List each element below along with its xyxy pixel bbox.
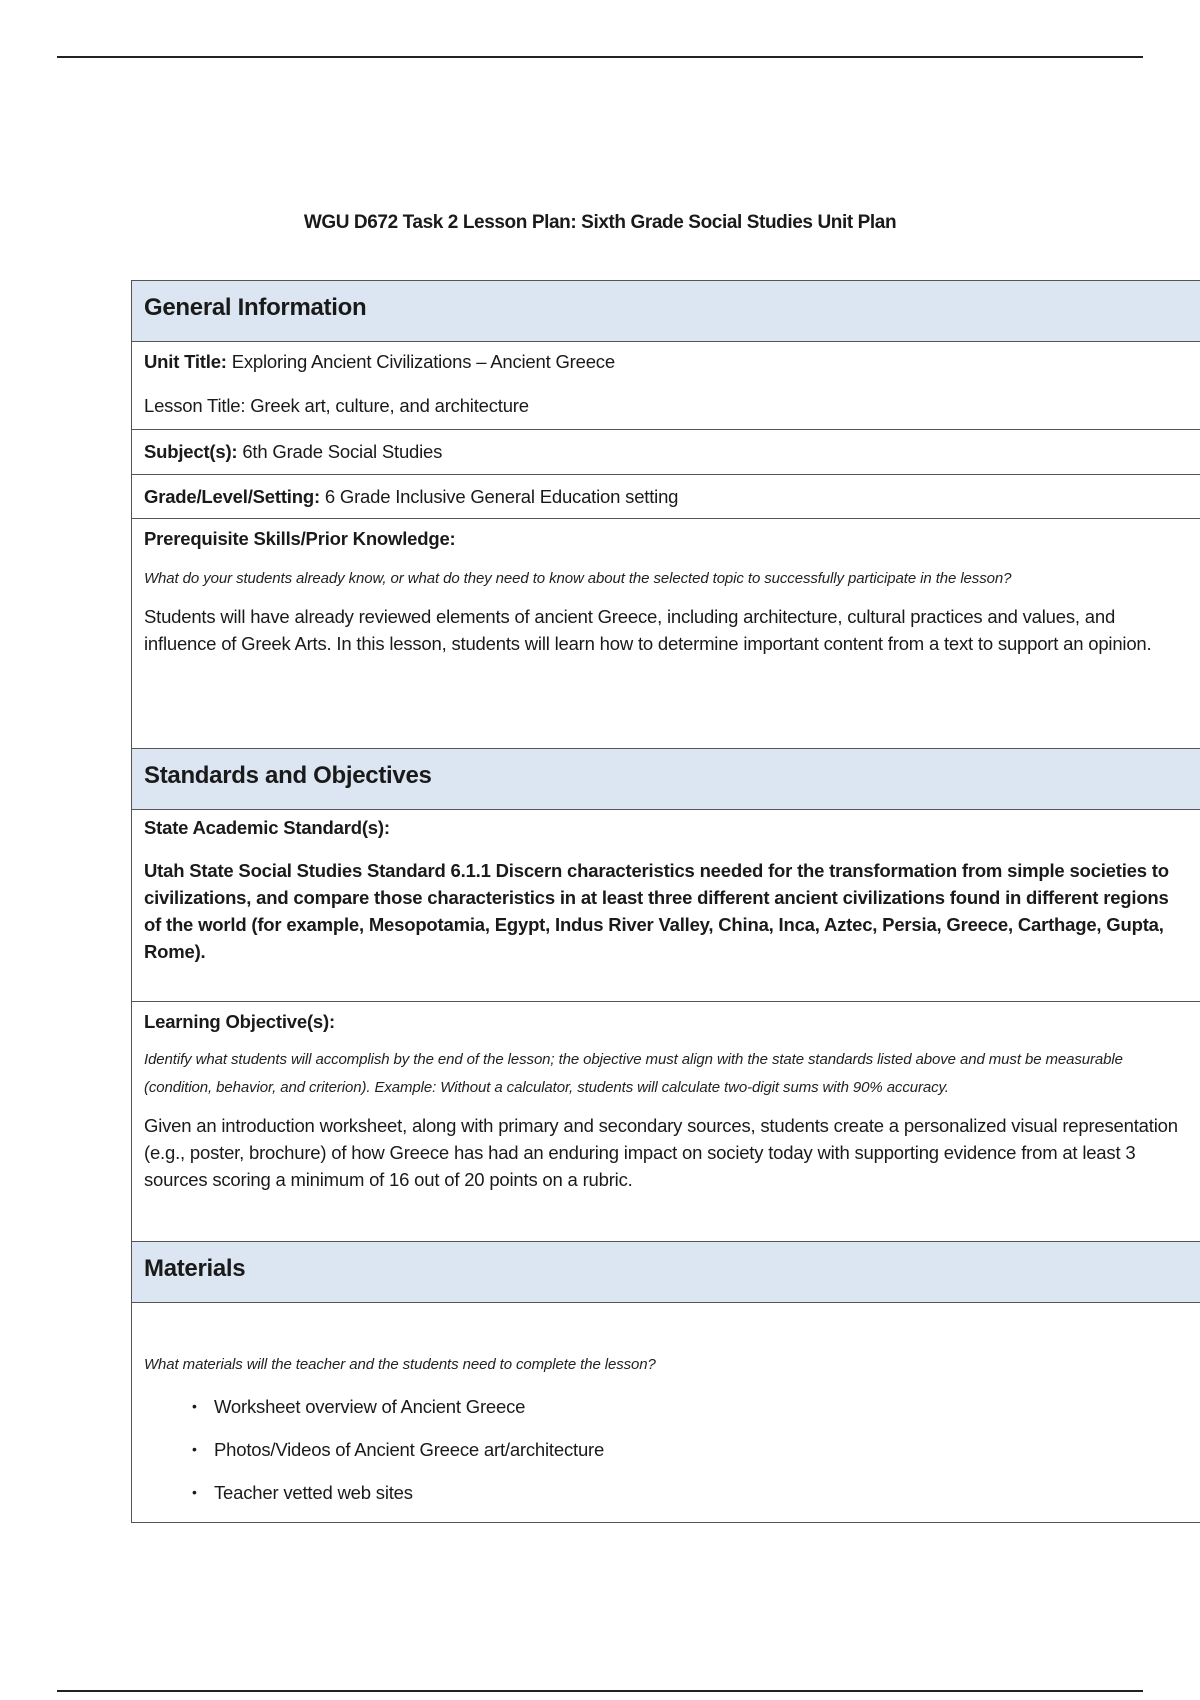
prerequisite-label: Prerequisite Skills/Prior Knowledge: <box>144 528 456 549</box>
grade-value: 6 Grade Inclusive General Education setting <box>324 486 679 507</box>
subjects-value: 6th Grade Social Studies <box>242 441 443 462</box>
bullet-icon: • <box>192 1398 197 1414</box>
list-item: • Photos/Videos of Ancient Greece art/architecture <box>144 1428 1186 1471</box>
top-rule <box>57 56 1143 58</box>
materials-row <box>132 1303 1200 1522</box>
learning-objectives-label: Learning Objective(s): <box>144 1011 335 1032</box>
prerequisite-row <box>132 519 1200 749</box>
unit-title-value: Exploring Ancient Civilizations – Ancient Greece <box>231 351 615 372</box>
learning-objectives-row <box>132 1002 1200 1242</box>
bottom-rule <box>57 1690 1143 1692</box>
state-standards-label: State Academic Standard(s): <box>144 817 390 838</box>
lesson-plan-table <box>131 280 1200 1523</box>
subjects-label: Subject(s): <box>144 441 238 462</box>
subjects-row <box>132 430 1200 475</box>
grade-row <box>132 475 1200 519</box>
bullet-icon: • <box>192 1441 197 1457</box>
document-title: WGU D672 Task 2 Lesson Plan: Sixth Grade Social Studies Unit Plan <box>303 212 897 233</box>
unit-title-row <box>132 342 1200 430</box>
learning-objectives-prompt: Identify what students will accomplish by the end of the lesson; the objective must align with the state standards listed above and must be measurable (condition, behavior, and criterion). Example: Without a calculator, students will calculate two-digit sums with 90% accuracy. <box>144 1051 1123 1096</box>
prerequisite-prompt: What do your students already know, or what do they need to know about the selected topic to successfully participate in the lesson? <box>144 570 1012 587</box>
materials-header: Materials <box>132 1242 1200 1303</box>
lesson-title: Lesson Title: Greek art, culture, and architecture <box>144 395 529 416</box>
prerequisite-text: Students will have already reviewed elements of ancient Greece, including architecture, cultural practices and values, and influence of Greek Arts. In this lesson, students will learn how to determine important content from a text to support an opinion. <box>144 606 1152 654</box>
general-information-header: General Information <box>132 281 1200 342</box>
grade-label: Grade/Level/Setting: <box>144 486 320 507</box>
unit-title-label: Unit Title: <box>144 351 227 372</box>
list-item: • Worksheet overview of Ancient Greece <box>144 1385 1186 1428</box>
materials-list <box>144 1385 1186 1514</box>
list-item: • Teacher vetted web sites <box>144 1471 1186 1514</box>
state-standards-text: Utah State Social Studies Standard 6.1.1 Discern characteristics needed for the transformation from simple societies to civilizations, and compare those characteristics in at least three different ancient civilizations found in different regions of the world (for example, Mesopotamia, Egypt, Indus River Valley, China, Inca, Aztec, Persia, Greece, Carthage, Gupta, Rome). <box>144 860 1169 962</box>
materials-prompt: What materials will the teacher and the students need to complete the lesson? <box>144 1356 656 1373</box>
standards-objectives-header: Standards and Objectives <box>132 749 1200 810</box>
bullet-icon: • <box>192 1484 197 1500</box>
state-standards-row <box>132 810 1200 1002</box>
learning-objectives-text: Given an introduction worksheet, along with primary and secondary sources, students create a personalized visual representation (e.g., poster, brochure) of how Greece has had an enduring impact on society today with supporting evidence from at least 3 sources scoring a minimum of 16 out of 20 points on a rubric. <box>144 1115 1178 1190</box>
